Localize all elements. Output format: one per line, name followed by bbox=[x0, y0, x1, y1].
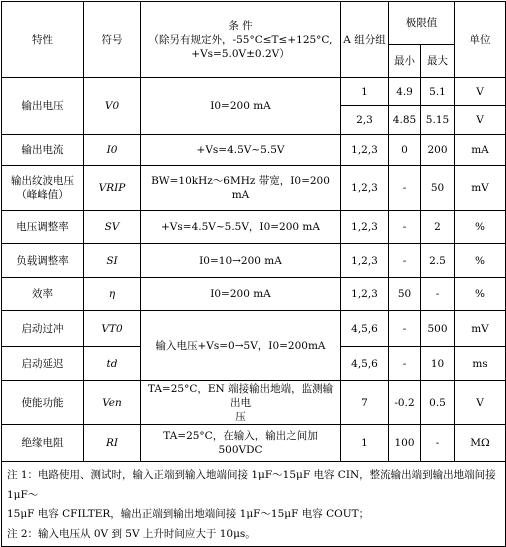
header-group: A 组分组 bbox=[341, 2, 389, 78]
cell-group: 2,3 bbox=[341, 106, 389, 135]
cell-symbol: SI bbox=[84, 244, 141, 278]
header-min: 最小 bbox=[389, 45, 421, 78]
cell-unit: % bbox=[455, 244, 506, 278]
cell-symbol: SV bbox=[84, 211, 141, 244]
cell-characteristic: 电压调整率 bbox=[2, 211, 84, 244]
cell-group: 1 bbox=[341, 425, 389, 462]
header-limits: 极限值 bbox=[389, 2, 455, 45]
cell-min: - bbox=[389, 166, 421, 211]
table-row bbox=[2, 425, 506, 462]
note-1-line2: 15μF 电容 CFILTER，输出正端到输出地端间接 1μF～15μF 电容 COUT； bbox=[7, 508, 370, 520]
notes-box bbox=[1, 461, 506, 547]
cell-symbol: td bbox=[84, 347, 141, 381]
cell-unit: V bbox=[455, 78, 506, 106]
cell-min: - bbox=[389, 211, 421, 244]
cell-max: - bbox=[421, 425, 455, 462]
cell-symbol: V0 bbox=[84, 78, 141, 135]
cell-characteristic: 负载调整率 bbox=[2, 244, 84, 278]
cell-condition: 输入电压+Vs=0→5V，I0=200mA bbox=[141, 311, 341, 381]
header-conditions-title: 条 件 bbox=[228, 19, 253, 32]
cell-max: 2.5 bbox=[421, 244, 455, 278]
header-conditions-line2: +Vs=5.0V±0.2V） bbox=[191, 47, 290, 60]
table-row bbox=[2, 78, 506, 106]
cell-condition: TA=25°C，在输入，输出之间加 500VDC bbox=[141, 425, 341, 462]
cell-min: 4.9 bbox=[389, 78, 421, 106]
cell-symbol: Ven bbox=[84, 381, 141, 425]
cell-symbol: η bbox=[84, 278, 141, 311]
cell-group: 4,5,6 bbox=[341, 311, 389, 347]
cell-group: 1,2,3 bbox=[341, 211, 389, 244]
cell-characteristic: 启动延迟 bbox=[2, 347, 84, 381]
spec-table bbox=[1, 1, 506, 462]
cell-condition-line1: TA=25°C，EN 端接输出地端，监测输出电 bbox=[147, 382, 334, 409]
cell-group: 1 bbox=[341, 78, 389, 106]
cell-unit: V bbox=[455, 106, 506, 135]
cell-min: - bbox=[389, 311, 421, 347]
table-row bbox=[2, 244, 506, 278]
cell-max: 5.15 bbox=[421, 106, 455, 135]
cell-characteristic-line1: 输出纹波电压 bbox=[11, 175, 74, 187]
cell-condition: I0=200 mA bbox=[141, 278, 341, 311]
cell-max: - bbox=[421, 278, 455, 311]
cell-max: 2 bbox=[421, 211, 455, 244]
cell-min: - bbox=[389, 347, 421, 381]
cell-min: 0 bbox=[389, 135, 421, 166]
cell-min: - bbox=[389, 244, 421, 278]
cell-symbol: VRIP bbox=[84, 166, 141, 211]
note-2: 注 2：输入电压从 0V 到 5V 上升时间应大于 10μs。 bbox=[7, 527, 256, 540]
cell-condition: I0=200 mA bbox=[141, 78, 341, 135]
cell-characteristic: 输出电流 bbox=[2, 135, 84, 166]
cell-condition bbox=[141, 381, 341, 425]
cell-max: 200 bbox=[421, 135, 455, 166]
cell-characteristic-line2: （峰峰值） bbox=[16, 189, 69, 201]
cell-symbol: RI bbox=[84, 425, 141, 462]
cell-characteristic: 输出电压 bbox=[2, 78, 84, 135]
cell-unit: ms bbox=[455, 347, 506, 381]
cell-max: 500 bbox=[421, 311, 455, 347]
cell-characteristic: 使能功能 bbox=[2, 381, 84, 425]
cell-characteristic: 绝缘电阻 bbox=[2, 425, 84, 462]
cell-condition-line2: 压 bbox=[235, 410, 246, 423]
cell-characteristic bbox=[2, 166, 84, 211]
cell-group: 7 bbox=[341, 381, 389, 425]
cell-unit: % bbox=[455, 211, 506, 244]
cell-max: 50 bbox=[421, 166, 455, 211]
cell-min: -0.2 bbox=[389, 381, 421, 425]
cell-min: 4.85 bbox=[389, 106, 421, 135]
cell-group: 1,2,3 bbox=[341, 244, 389, 278]
header-max: 最大 bbox=[421, 45, 455, 78]
cell-condition: I0=10→200 mA bbox=[141, 244, 341, 278]
cell-symbol: I0 bbox=[84, 135, 141, 166]
cell-condition: +Vs=4.5V~5.5V bbox=[141, 135, 341, 166]
table-row bbox=[2, 278, 506, 311]
cell-condition: BW=10kHz～6MHz 带宽，I0=200 mA bbox=[141, 166, 341, 211]
cell-min: 100 bbox=[389, 425, 421, 462]
cell-max: 10 bbox=[421, 347, 455, 381]
table-row bbox=[2, 311, 506, 347]
cell-max: 5.1 bbox=[421, 78, 455, 106]
cell-condition: +Vs=4.5V~5.5V，I0=200 mA bbox=[141, 211, 341, 244]
header-conditions-line1: （除另有规定外，-55°C≤T≤+125°C, bbox=[148, 33, 333, 46]
table-row bbox=[2, 135, 506, 166]
header-characteristic: 特性 bbox=[2, 2, 84, 78]
cell-unit: mV bbox=[455, 166, 506, 211]
table-row bbox=[2, 381, 506, 425]
cell-characteristic: 启动过冲 bbox=[2, 311, 84, 347]
table-row bbox=[2, 211, 506, 244]
cell-min: 50 bbox=[389, 278, 421, 311]
cell-group: 1,2,3 bbox=[341, 135, 389, 166]
cell-unit: V bbox=[455, 381, 506, 425]
header-symbol: 符号 bbox=[84, 2, 141, 78]
cell-symbol: VT0 bbox=[84, 311, 141, 347]
header-row bbox=[2, 2, 506, 45]
note-1-line1: 注 1：电路使用、测试时，输入正端到输入地端间接 1μF～15μF 电容 CIN，整流输出端到输出地端间接 1μF～ bbox=[7, 469, 496, 501]
cell-group: 4,5,6 bbox=[341, 347, 389, 381]
cell-group: 1,2,3 bbox=[341, 278, 389, 311]
header-unit: 单位 bbox=[455, 2, 506, 78]
cell-unit: MΩ bbox=[455, 425, 506, 462]
cell-group: 1,2,3 bbox=[341, 166, 389, 211]
cell-unit: % bbox=[455, 278, 506, 311]
cell-max: 0.5 bbox=[421, 381, 455, 425]
cell-unit: mA bbox=[455, 135, 506, 166]
cell-characteristic: 效率 bbox=[2, 278, 84, 311]
table-row bbox=[2, 166, 506, 211]
cell-unit: mV bbox=[455, 311, 506, 347]
header-conditions bbox=[141, 2, 341, 78]
